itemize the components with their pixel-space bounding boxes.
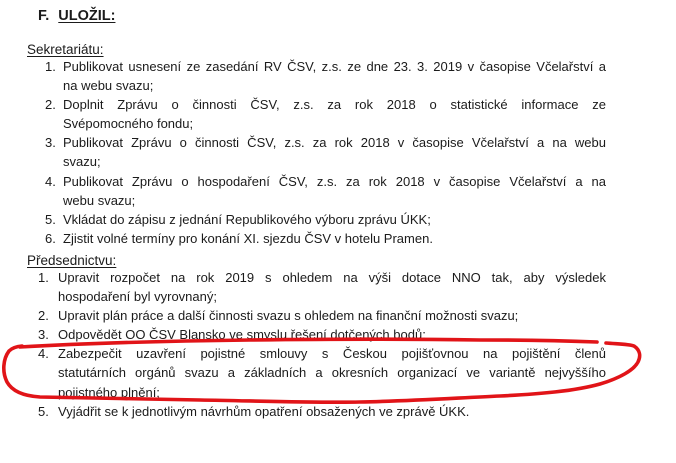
item-line: Upravit rozpočet na rok 2019 s ohledem na výši dotace NNO tak, aby výsledek xyxy=(58,270,606,285)
item-line: Zjistit volné termíny pro konání XI. sjezdu ČSV v hotelu Pramen. xyxy=(63,230,433,246)
item-number: 3. xyxy=(45,135,56,151)
item-line: pojistného plnění; xyxy=(58,384,160,400)
item-line: Doplnit Zprávu o činnosti ČSV, z.s. za rok 2018 o statistické informace ze xyxy=(63,97,606,113)
item-line: statutárních orgánů svazu a základních a okresních organizací ve variantě nejvyššího xyxy=(58,365,606,381)
item-line: Publikovat Zprávu o hospodaření ČSV, z.s. za rok 2018 v časopise Včelařství a na xyxy=(63,173,606,189)
item-line: Upravit plán práce a další činnosti svazu s ohledem na finanční možnosti svazu; xyxy=(58,308,519,324)
item-number: 5. xyxy=(45,211,56,227)
item-number: 2. xyxy=(38,308,49,324)
document-heading xyxy=(38,6,115,26)
list-item xyxy=(38,268,606,306)
list-item xyxy=(45,133,606,171)
list-item xyxy=(45,210,606,229)
item-line: Svépomocného fondu; xyxy=(63,116,194,132)
heading-title: ULOŽIL: xyxy=(58,8,116,24)
item-line: Publikovat usnesení ze zasedání RV ČSV, z.s. ze dne 23. 3. 2019 v časopise Včelařství a xyxy=(63,59,606,74)
list-item xyxy=(38,402,606,421)
item-line: Vyjádřit se k jednotlivým návrhům opatření obsažených ve zprávě ÚKK. xyxy=(58,403,470,419)
item-line: na webu svazu; xyxy=(63,78,154,94)
list-item xyxy=(45,172,606,210)
list-item xyxy=(38,306,606,325)
ordered-list-predsednictvu xyxy=(38,268,606,421)
list-item xyxy=(45,57,606,95)
item-number: 1. xyxy=(38,270,49,285)
heading-letter: F. xyxy=(38,8,50,24)
item-line: Vkládat do zápisu z jednání Republikového výboru zprávu ÚKK; xyxy=(63,211,431,227)
item-number: 5. xyxy=(38,403,49,419)
ordered-list-sekretariatu xyxy=(45,57,606,248)
item-number: 4. xyxy=(45,173,56,189)
item-number: 1. xyxy=(45,59,56,74)
list-item-circled xyxy=(38,344,606,401)
list-item xyxy=(38,325,606,344)
section-label-sekretariatu: Sekretariátu: xyxy=(27,42,104,57)
list-item xyxy=(45,229,606,248)
item-number: 2. xyxy=(45,97,56,113)
item-number: 6. xyxy=(45,230,56,246)
item-line: Odpovědět OO ČSV Blansko ve smyslu řešení dotčených bodů; xyxy=(58,327,426,343)
item-line: svazu; xyxy=(63,154,101,170)
section-label-predsednictvu: Předsednictvu: xyxy=(27,253,117,268)
item-line: Zabezpečit uzavření pojistné smlouvy s Českou pojišťovnou na pojištění členů xyxy=(58,346,606,362)
item-line: hospodaření byl vyrovnaný; xyxy=(58,289,217,305)
item-line: webu svazu; xyxy=(63,192,136,208)
item-number: 4. xyxy=(38,346,49,362)
list-item xyxy=(45,95,606,133)
item-number: 3. xyxy=(38,327,49,343)
item-line: Publikovat Zprávu o činnosti ČSV, z.s. za rok 2018 v časopise Včelařství a na webu xyxy=(63,135,606,151)
